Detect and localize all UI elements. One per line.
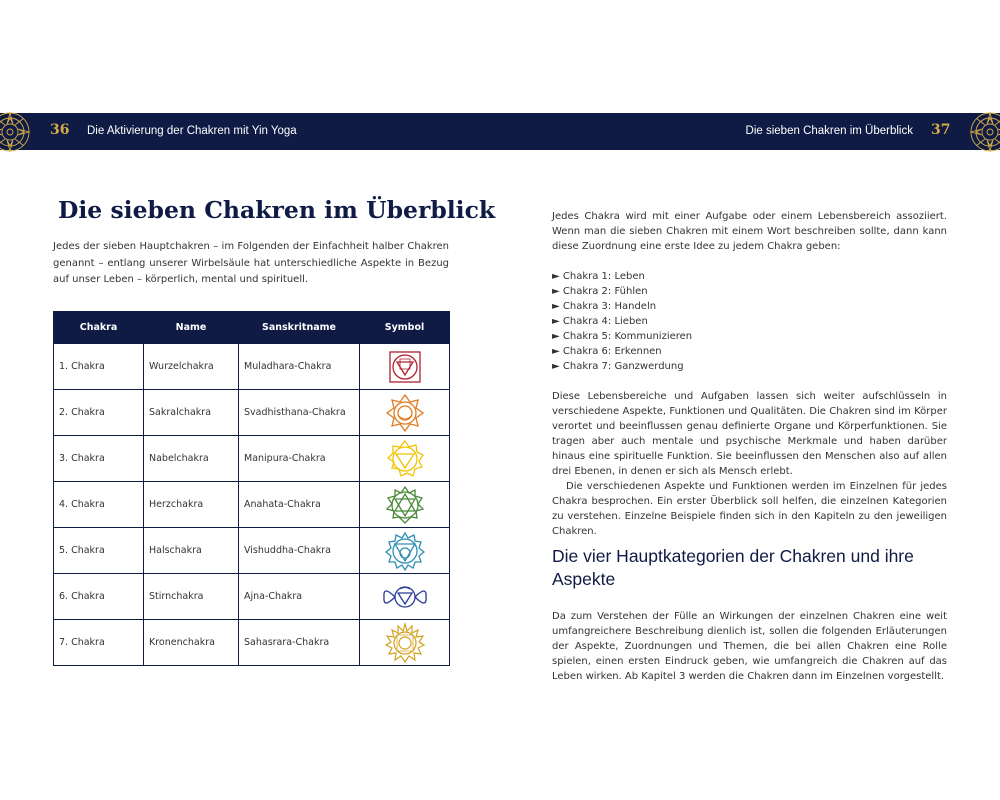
list-item: ► Chakra 4: Lieben <box>552 316 648 327</box>
column-header-symbol: Symbol <box>360 312 450 344</box>
cell-name: Stirnchakra <box>144 574 239 620</box>
page-number-left: 36 <box>50 122 70 138</box>
table-row <box>54 436 450 482</box>
cell-chakra: 5. Chakra <box>54 528 144 574</box>
chakra-table <box>53 311 450 666</box>
paragraph-intro-right: Jedes Chakra wird mit einer Aufgabe oder einem Lebensbereich assoziiert. Wenn man die sieben Chakren mit einem Wort beschreiben sollte, dann kann diese Zuordnung eine erste Idee zu jedem Chakra geben: <box>552 211 947 252</box>
cell-chakra: 6. Chakra <box>54 574 144 620</box>
cell-chakra: 2. Chakra <box>54 390 144 436</box>
list-item: ► Chakra 1: Leben <box>552 271 645 282</box>
paragraph-overview: Die verschiedenen Aspekte und Funktionen werden im Einzelnen für jedes Chakra besprochen. Ein erster Überblick soll helfen, die einzelnen Kategorien zu verstehen. Einzelne Beispiele finden sich in den Kapiteln zu den jeweiligen Chakren. <box>552 481 947 537</box>
table-header-row <box>54 312 450 344</box>
intro-paragraph: Jedes der sieben Hauptchakren – im Folgenden der Einfachheit halber Chakren genannt – entlang unserer Wirbelsäule hat unterschiedliche Aspekte in Bezug auf unser Leben – körperlich, mental und spirituell. <box>53 241 449 285</box>
paragraph-categories: Da zum Verstehen der Fülle an Wirkungen der einzelnen Chakren eine weit umfangreichere Beschreibung dienlich ist, sollen die folgenden Erläuterungen der Aspekte, Zuordnungen und Themen, die bei allen Chakren eine Rolle spielen, einen ersten Eindruck geben, wie umfangreich die Chakren auf das Leben wirken. Ab Kapitel 3 werden die Chakren dann im Einzelnen vorgestellt. <box>552 611 947 682</box>
cell-sanskrit: Sahasrara-Chakra <box>239 620 360 666</box>
arrow-bullet-icon: ► <box>552 361 560 372</box>
page-number-right: 37 <box>931 122 951 138</box>
cell-name: Kronenchakra <box>144 620 239 666</box>
mandala-ornament-icon <box>0 110 32 154</box>
section-heading: Die vier Hauptkategorien der Chakren und ihre Aspekte <box>552 546 914 589</box>
cell-chakra: 1. Chakra <box>54 344 144 390</box>
list-item: ► Chakra 7: Ganzwerdung <box>552 361 684 372</box>
table-row <box>54 344 450 390</box>
cell-name: Sakralchakra <box>144 390 239 436</box>
list-item: ► Chakra 5: Kommunizieren <box>552 331 693 342</box>
crown-chakra-symbol-icon <box>383 621 427 665</box>
running-header-right: Die sieben Chakren im Überblick <box>745 125 913 137</box>
cell-sanskrit: Vishuddha-Chakra <box>239 528 360 574</box>
cell-name: Wurzelchakra <box>144 344 239 390</box>
arrow-bullet-icon: ► <box>552 346 560 357</box>
third-eye-chakra-symbol-icon <box>383 575 427 619</box>
column-header-chakra: Chakra <box>54 312 144 344</box>
mandala-ornament-icon <box>968 110 1000 154</box>
root-chakra-symbol-icon <box>383 345 427 389</box>
solar-plexus-chakra-symbol-icon <box>383 437 427 481</box>
table-row <box>54 390 450 436</box>
table-row <box>54 574 450 620</box>
heart-chakra-symbol-icon <box>383 483 427 527</box>
table-row <box>54 528 450 574</box>
arrow-bullet-icon: ► <box>552 331 560 342</box>
cell-chakra: 7. Chakra <box>54 620 144 666</box>
cell-sanskrit: Svadhisthana-Chakra <box>239 390 360 436</box>
cell-sanskrit: Muladhara-Chakra <box>239 344 360 390</box>
column-header-sanskrit: Sanskritname <box>239 312 360 344</box>
page-title: Die sieben Chakren im Überblick <box>58 196 496 224</box>
cell-chakra: 3. Chakra <box>54 436 144 482</box>
cell-chakra: 4. Chakra <box>54 482 144 528</box>
throat-chakra-symbol-icon <box>383 529 427 573</box>
table-row <box>54 620 450 666</box>
arrow-bullet-icon: ► <box>552 286 560 297</box>
paragraph-aspects: Diese Lebensbereiche und Aufgaben lassen sich weiter aufschlüsseln in verschiedene Aspekte, Funktionen und Qualitäten. Die Chakren sind im Körper verortet und beeinflussen genau definierte Organe und Körperfunktionen. Sie tragen aber auch mentale und psychische Merkmale und haben darüber hinaus eine spirituelle Funktion. Sie beeinflussen den Menschen also auf allen drei Ebenen, in denen er sich als Mensch erlebt. <box>552 391 947 477</box>
column-header-name: Name <box>144 312 239 344</box>
arrow-bullet-icon: ► <box>552 316 560 327</box>
cell-sanskrit: Anahata-Chakra <box>239 482 360 528</box>
running-header-left: Die Aktivierung der Chakren mit Yin Yoga <box>87 125 297 137</box>
arrow-bullet-icon: ► <box>552 301 560 312</box>
cell-name: Nabelchakra <box>144 436 239 482</box>
chakra-aspect-list <box>552 269 692 374</box>
cell-sanskrit: Ajna-Chakra <box>239 574 360 620</box>
arrow-bullet-icon: ► <box>552 271 560 282</box>
cell-name: Herzchakra <box>144 482 239 528</box>
list-item: ► Chakra 6: Erkennen <box>552 346 662 357</box>
list-item: ► Chakra 3: Handeln <box>552 301 657 312</box>
cell-sanskrit: Manipura-Chakra <box>239 436 360 482</box>
table-row <box>54 482 450 528</box>
sacral-chakra-symbol-icon <box>383 391 427 435</box>
cell-name: Halschakra <box>144 528 239 574</box>
list-item: ► Chakra 2: Fühlen <box>552 286 648 297</box>
